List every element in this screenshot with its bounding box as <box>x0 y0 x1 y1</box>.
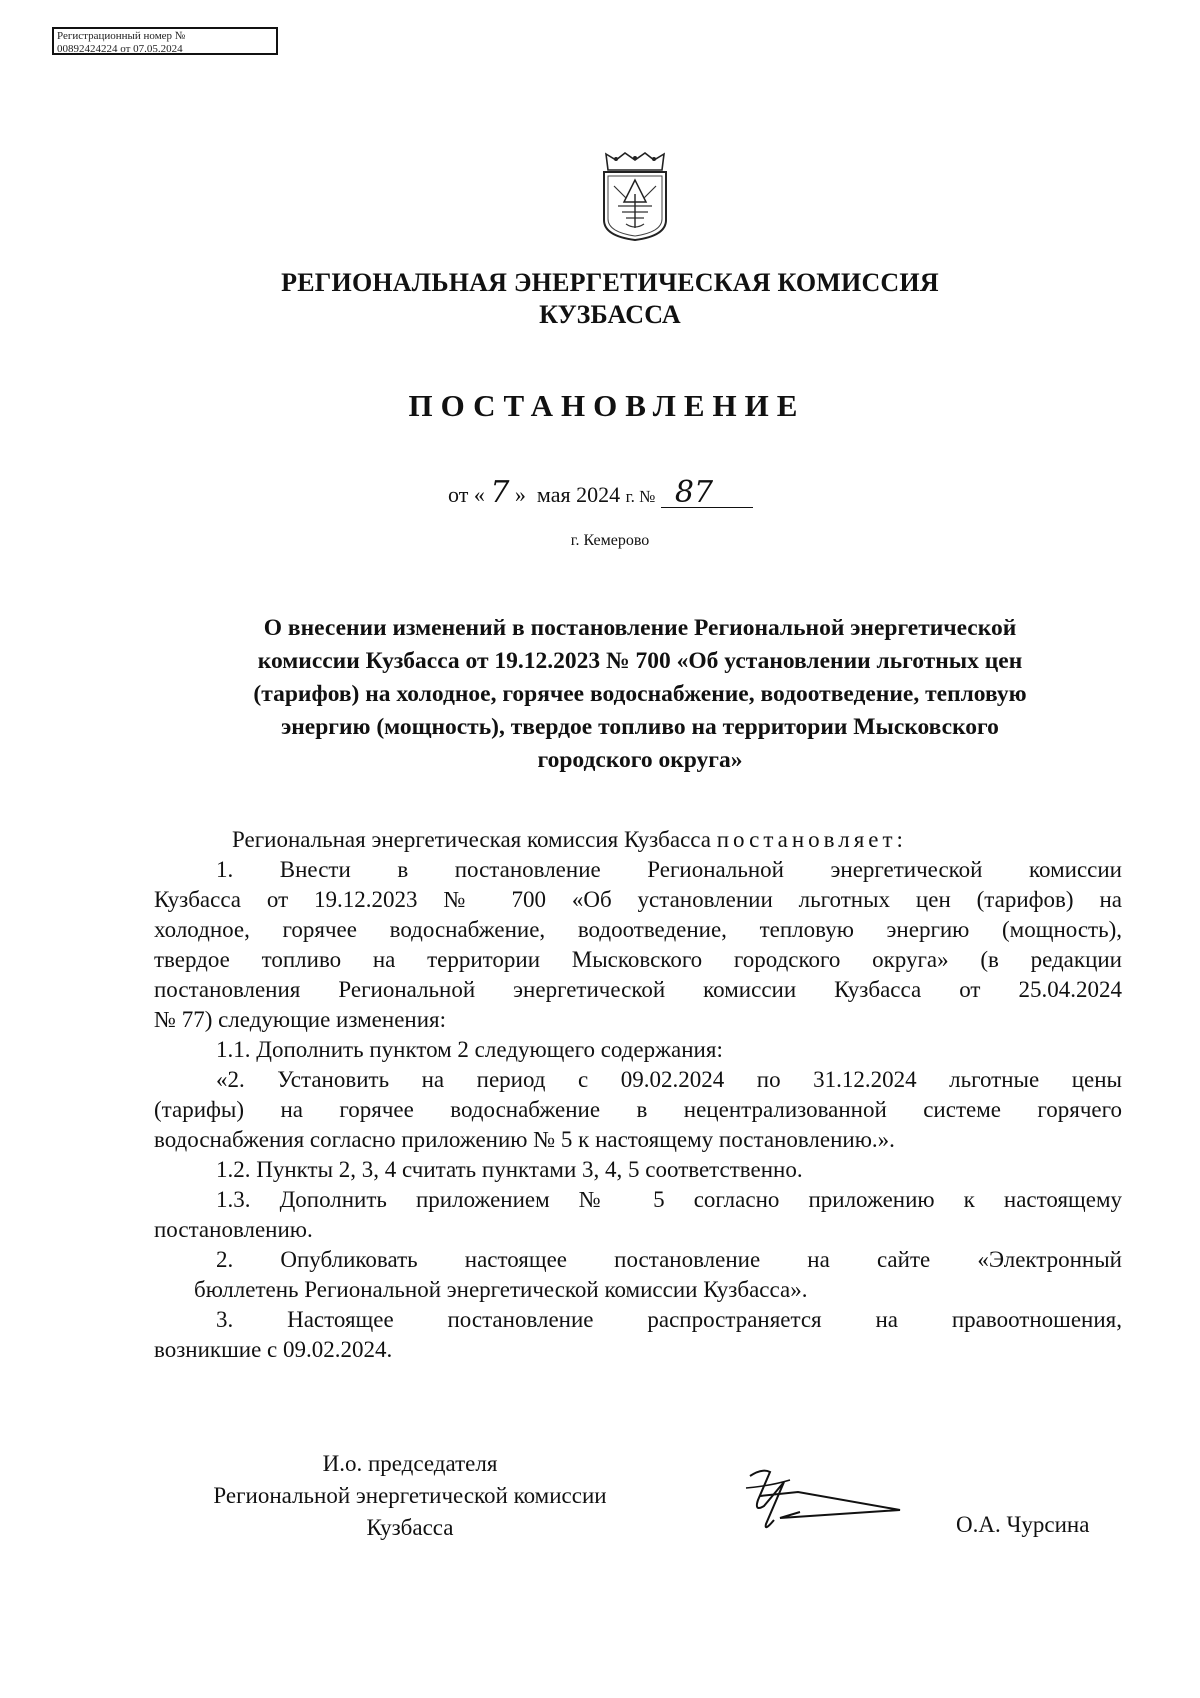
body-line: холодное, горячее водоснабжение, водоотведение, тепловую энергию (мощность), <box>154 917 1122 942</box>
subject-line: городского округа» <box>537 747 743 773</box>
body-line: 2. Опубликовать настоящее постановление на сайте «Электронный <box>216 1247 1122 1272</box>
subject-line: (тарифов) на холодное, горячее водоснабжение, водоотведение, тепловую <box>253 681 1027 707</box>
signatory-position-line: И.о. председателя <box>322 1451 498 1476</box>
body-line: водоснабжения согласно приложению № 5 к настоящему постановлению.». <box>154 1127 895 1152</box>
date-prefix: от « <box>448 482 485 507</box>
date-line <box>448 475 753 510</box>
handwritten-signature <box>740 1460 910 1545</box>
signatory-position-line: Региональной энергетической комиссии <box>213 1483 607 1508</box>
intro-text: Региональная энергетическая комиссия Кузбасса <box>232 827 711 852</box>
intro-line <box>232 825 1122 855</box>
body-line: постановлению. <box>154 1217 313 1242</box>
subject-line: комиссии Кузбасса от 19.12.2023 № 700 «Об установлении льготных цен <box>257 648 1023 674</box>
body-line: 3. Настоящее постановление распространяется на правоотношения, <box>216 1307 1122 1332</box>
intro-verb: постановляет: <box>716 827 907 852</box>
body-line: 1.1. Дополнить пунктом 2 следующего содержания: <box>216 1037 723 1062</box>
document-number: 87 <box>661 479 753 508</box>
date-day: 7 <box>490 475 510 510</box>
body-line: постановления Региональной энергетической комиссии Кузбасса от 25.04.2024 <box>154 977 1122 1002</box>
signatory-position-line: Кузбасса <box>366 1515 454 1540</box>
body-line: твердое топливо на территории Мысковского городского округа» (в редакции <box>154 947 1122 972</box>
organization-name-line1: РЕГИОНАЛЬНАЯ ЭНЕРГЕТИЧЕСКАЯ КОМИССИЯ <box>281 268 939 297</box>
date-close-quote: » <box>514 482 526 507</box>
body-line: «2. Установить на период с 09.02.2024 по 31.12.2024 льготные цены <box>216 1067 1122 1092</box>
year-number-label: г. № <box>625 487 656 506</box>
body-line: 1. Внести в постановление Региональной энергетической комиссии <box>216 857 1122 882</box>
document-type-title: ПОСТАНОВЛЕНИЕ <box>408 388 806 423</box>
body-line: 1.2. Пункты 2, 3, 4 считать пунктами 3, 4, 5 соответственно. <box>216 1157 803 1182</box>
body-line: бюллетень Региональной энергетической комиссии Кузбасса». <box>194 1277 808 1302</box>
date-month-year: мая 2024 <box>536 482 621 507</box>
registration-stamp <box>52 27 278 55</box>
city: г. Кемерово <box>570 532 650 549</box>
subject-line: О внесении изменений в постановление Региональной энергетической <box>263 615 1017 641</box>
signatory-position <box>160 1448 660 1544</box>
document-subject <box>180 612 1100 777</box>
registration-stamp-line2: 00892424224 от 07.05.2024 <box>57 43 183 55</box>
signatory-name: О.А. Чурсина <box>956 1512 1090 1537</box>
body-line: Кузбасса от 19.12.2023 № 700 «Об установлении льготных цен (тарифов) на <box>154 887 1122 912</box>
organization-name-line2: КУЗБАССА <box>539 300 681 329</box>
body-line: № 77) следующие изменения: <box>154 1007 446 1032</box>
subject-line: энергию (мощность), твердое топливо на территории Мысковского <box>281 714 999 740</box>
coat-of-arms-icon <box>596 150 674 242</box>
body-line: (тарифы) на горячее водоснабжение в нецентрализованной системе горячего <box>154 1097 1122 1122</box>
body-line: возникшие с 09.02.2024. <box>154 1337 393 1362</box>
body-line: 1.3. Дополнить приложением № 5 согласно приложению к настоящему <box>216 1187 1122 1212</box>
registration-stamp-line1: Регистрационный номер № <box>57 30 186 42</box>
